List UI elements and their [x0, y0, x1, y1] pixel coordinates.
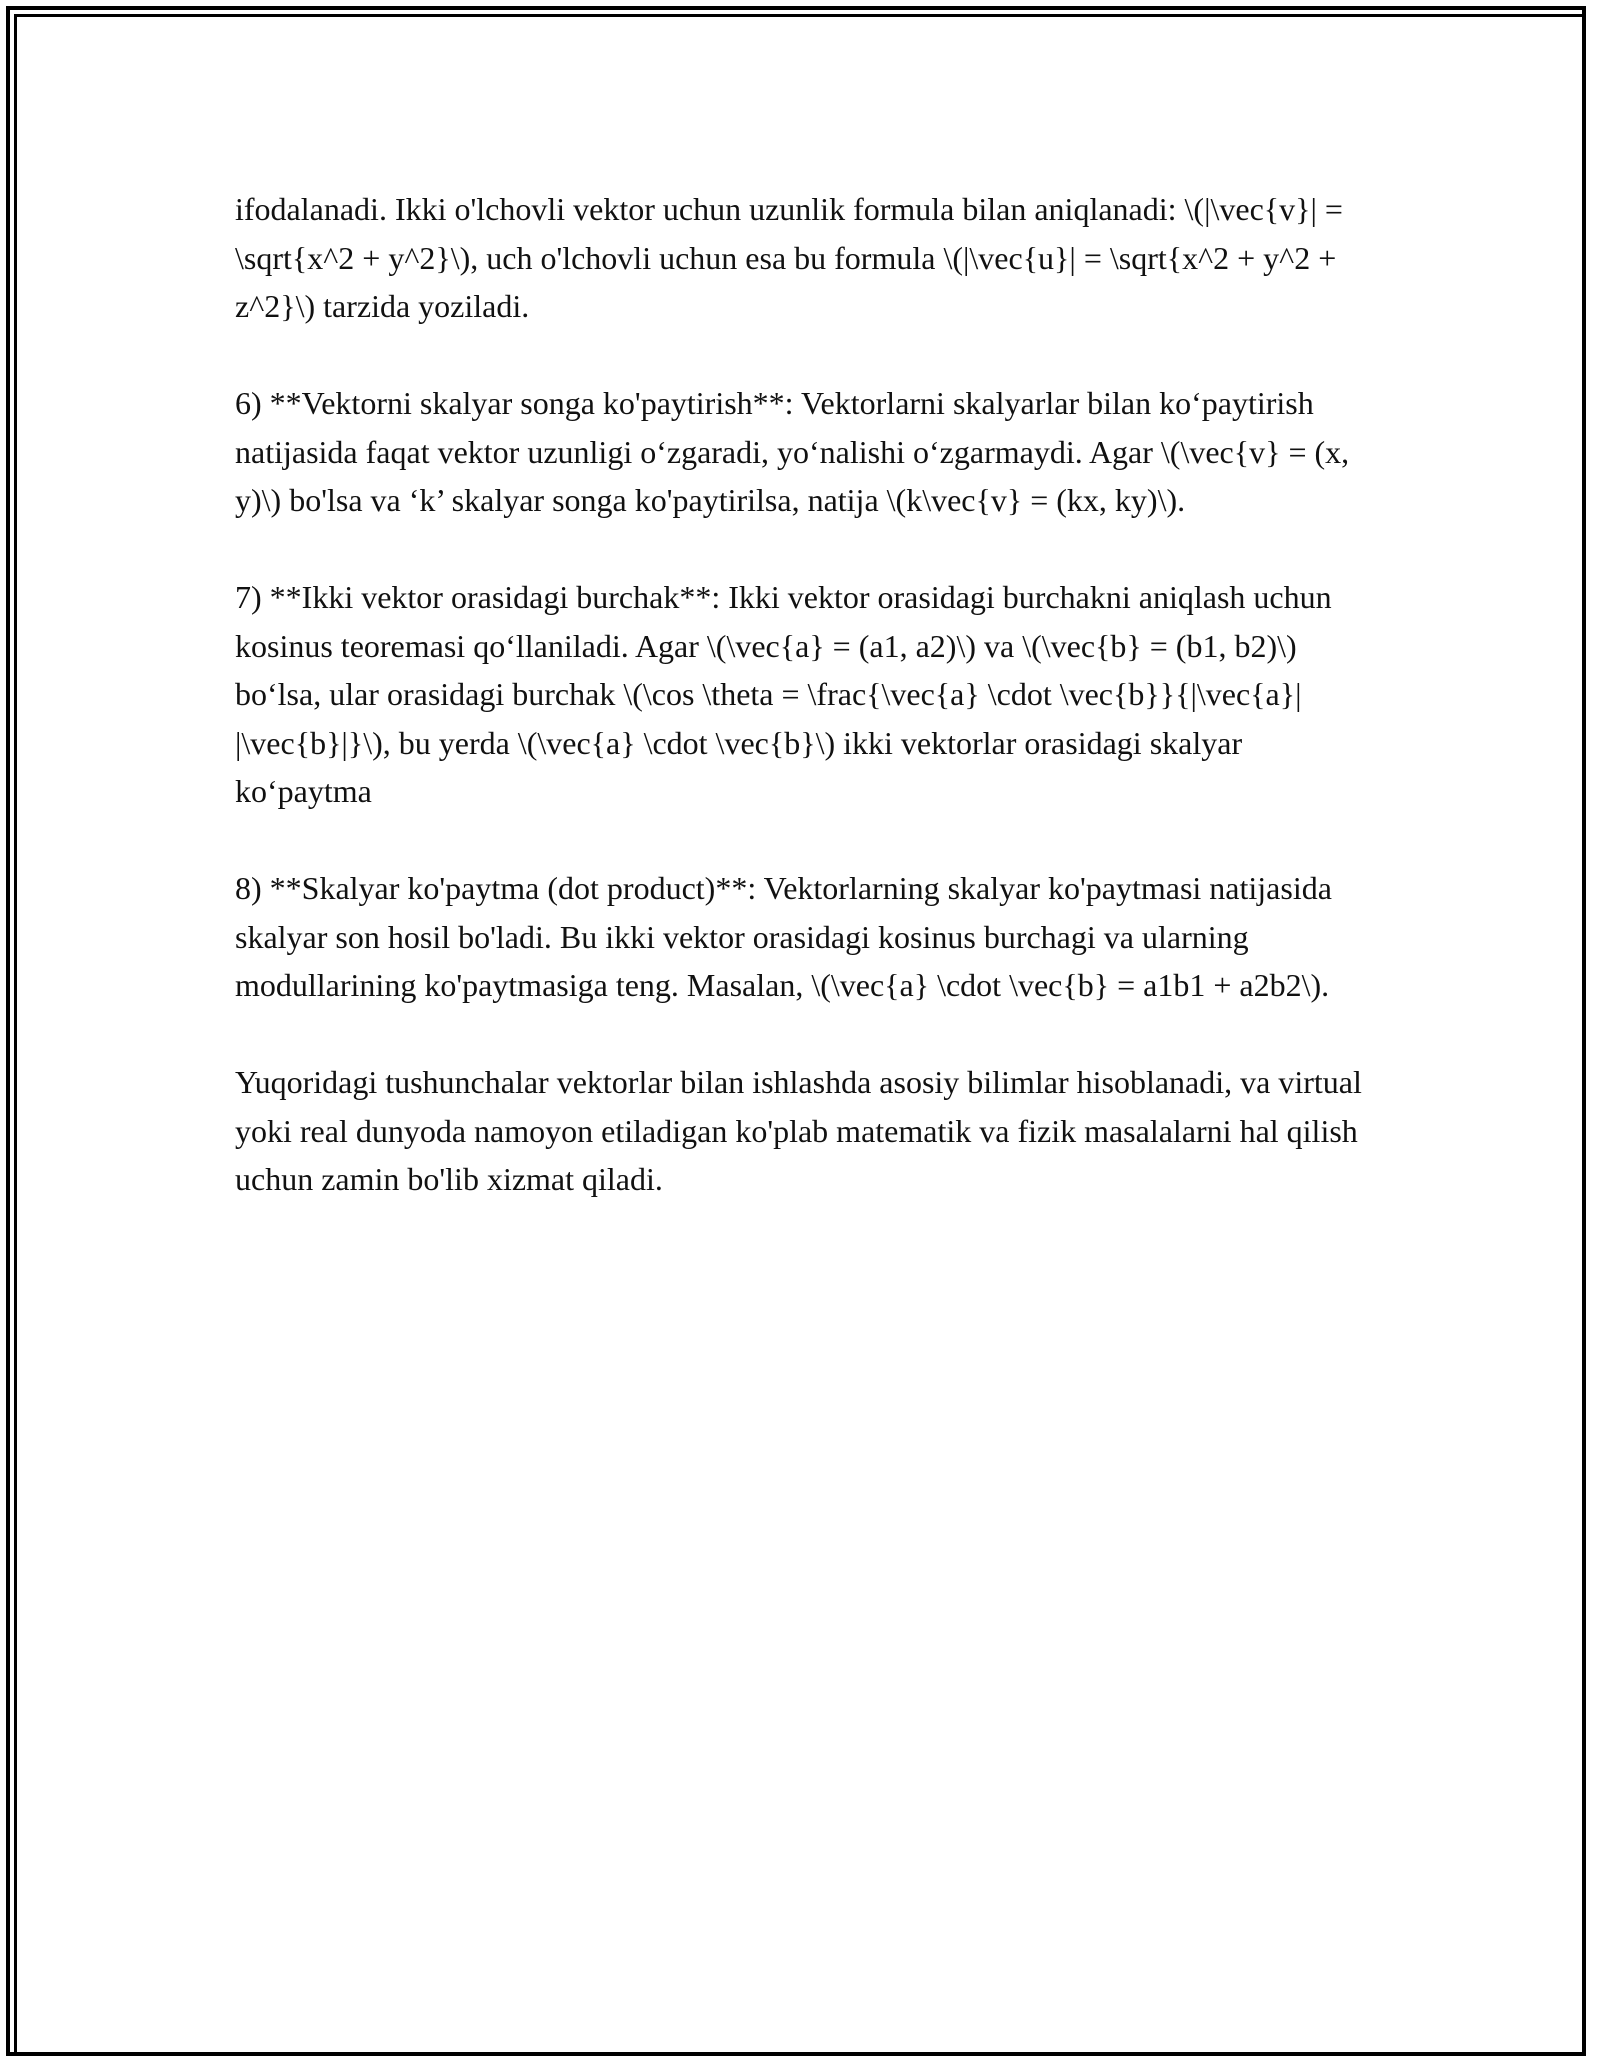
paragraph-angle-between-vectors: 7) **Ikki vektor orasidagi burchak**: Ikki vektor orasidagi burchakni aniqlash uchun kosinus teoremasi qo‘llaniladi. Agar \(\vec{a} = (a1, a2)\) va \(\vec{b} = (b1, b2)\) bo‘lsa, ular orasidagi burchak \(\cos \theta = \frac{\vec{a} \cdot \vec{b}}{|\vec{a}| |\vec{b}|}\), bu yerda \(\vec{a} \cdot \vec{b}\) ikki vektorlar orasidagi skalyar ko‘paytma — [235, 579, 1332, 809]
paragraph-dot-product: 8) **Skalyar ko'paytma (dot product)**: Vektorlarning skalyar ko'paytmasi natijasida skalyar son hosil bo'ladi. Bu ikki vektor orasidagi kosinus burchagi va ularning modullarining ko'paytmasiga teng. Masalan, \(\vec{a} \cdot \vec{b} = a1b1 + a2b2\). — [235, 870, 1332, 1003]
paragraph-conclusion: Yuqoridagi tushunchalar vektorlar bilan ishlashda asosiy bilimlar hisoblanadi, va virtual yoki real dunyoda namoyon etiladigan ko'plab matematik va fizik masalalarni hal qilish uchun zamin bo'lib xizmat qiladi. — [235, 1064, 1362, 1197]
paragraph-scalar-multiplication: 6) **Vektorni skalyar songa ko'paytirish**: Vektorlarni skalyarlar bilan ko‘paytirish natijasida faqat vektor uzunligi o‘zgaradi, yo‘nalishi o‘zgarmaydi. Agar \(\vec{v} = (x, y)\) bo'lsa va ‘k’ skalyar songa ko'paytirilsa, natija \(k\vec{v} = (kx, ky)\). — [235, 385, 1350, 518]
paragraph-vector-length: ifodalanadi. Ikki o'lchovli vektor uchun uzunlik formula bilan aniqlanadi: \(|\vec{v}| = \sqrt{x^2 + y^2}\), uch o'lchovli uchun esa bu formula \(|\vec{u}| = \sqrt{x^2 + y^2 + z^2}\) tarzida yoziladi. — [235, 191, 1343, 324]
document-body — [235, 185, 1365, 1252]
